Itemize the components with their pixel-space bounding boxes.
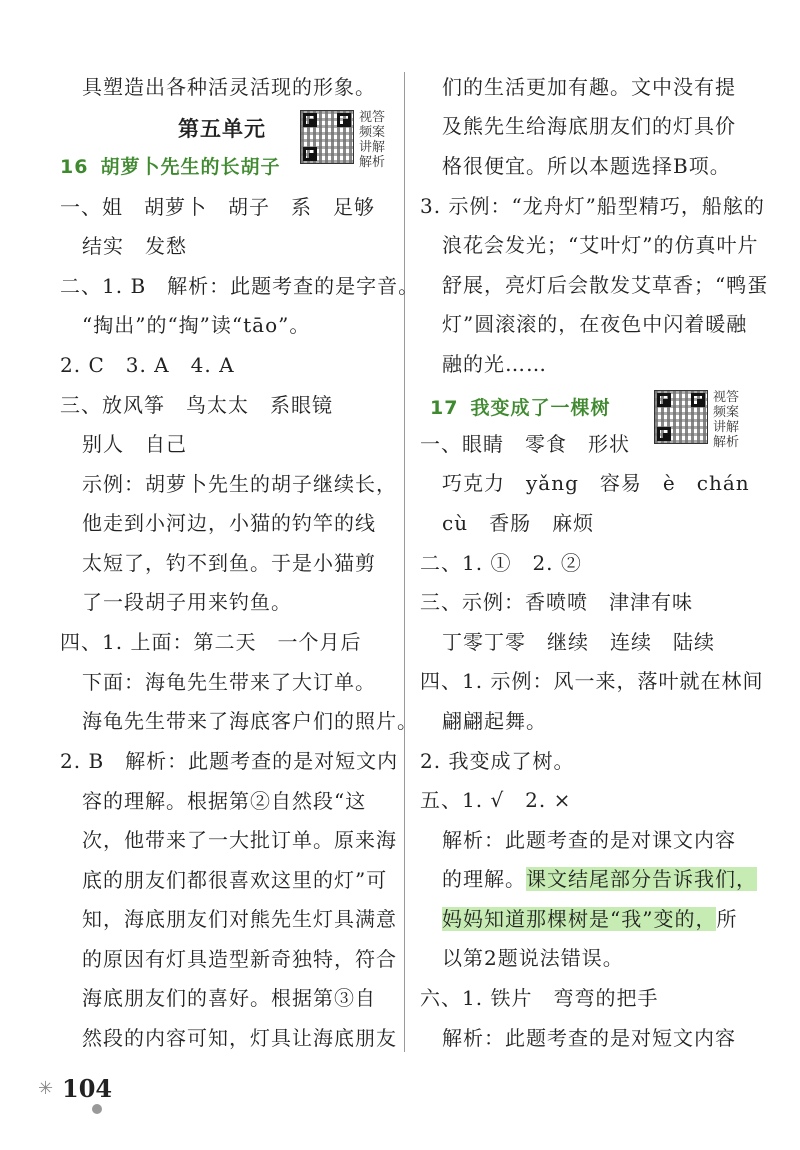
text-line: 示例：胡萝卜先生的胡子继续长， (82, 472, 397, 496)
text-line: 一、姐 胡萝卜 胡子 系 足够 (60, 195, 375, 219)
text-line: 二、1. B 解析：此题考查的是字音。 (60, 274, 420, 298)
text-span: 的理解。 (442, 867, 526, 891)
text-line: 巧克力 yǎng 容易 è chán (442, 471, 750, 495)
text-line: 三、示例：香喷喷 津津有味 (420, 590, 693, 614)
text-line: 融的光…… (442, 352, 547, 376)
highlighted-text: 妈妈知道那棵树是“我”变的， (442, 907, 717, 931)
text-line: 3. 示例：“龙舟灯”船型精巧，船舷的 (420, 194, 765, 218)
text-line: 下面：海龟先生带来了大订单。 (82, 670, 376, 694)
lesson-17-heading (430, 395, 610, 421)
qr-finder-icon (303, 113, 317, 127)
page-number: 104 (62, 1074, 113, 1103)
text-line: 次，他带来了一大批订单。原来海 (82, 828, 397, 852)
text-line: 2. 我变成了树。 (420, 749, 575, 773)
qr-code-icon[interactable] (300, 110, 354, 164)
text-line: 底的朋友们都很喜欢这里的灯”可 (82, 868, 388, 892)
text-line: 丁零丁零 继续 连续 陆续 (442, 630, 715, 654)
column-divider (404, 72, 405, 1052)
text-line: 六、1. 铁片 弯弯的把手 (420, 986, 659, 1010)
text-line: 灯”圆滚滚的，在夜色中闪着暖融 (442, 312, 748, 336)
text-line: 舒展，亮灯后会散发艾草香；“鸭蛋 (442, 273, 769, 297)
lesson-title: 我变成了一棵树 (470, 397, 611, 419)
text-line: 五、1. √ 2. × (420, 788, 572, 812)
text-line: 他走到小河边，小猫的钓竿的线 (82, 511, 376, 535)
text-line: 以第2题说法错误。 (442, 946, 624, 970)
text-line: 具塑造出各种活灵活现的形象。 (82, 75, 376, 99)
text-line: 海龟先生带来了海底客户们的照片。 (82, 709, 418, 733)
text-line (442, 906, 737, 932)
text-line: 二、1. ① 2. ② (420, 551, 582, 575)
text-line: 四、1. 示例：风一来，落叶就在林间 (420, 669, 764, 693)
text-line: 及熊先生给海底朋友们的灯具价 (442, 114, 736, 138)
text-line: “掏出”的“掏”读“tāo”。 (82, 313, 311, 337)
text-line: 结实 发愁 (82, 234, 187, 258)
dot-icon (92, 1104, 102, 1114)
qr-label: 视答 频案 讲解 解析 (712, 390, 739, 450)
text-line: 三、放风筝 鸟太太 系眼镜 (60, 393, 333, 417)
text-line: 的原因有灯具造型新奇独特，符合 (82, 947, 397, 971)
star-icon: ✳ (38, 1078, 54, 1099)
text-line: 然段的内容可知，灯具让海底朋友 (82, 1026, 397, 1050)
qr-finder-icon (337, 113, 351, 127)
text-line: 解析：此题考查的是对课文内容 (442, 828, 736, 852)
text-line: 2. C 3. A 4. A (60, 353, 235, 377)
text-line: 了一段胡子用来钓鱼。 (82, 590, 292, 614)
text-line: 别人 自己 (82, 432, 187, 456)
qr-finder-icon (657, 393, 671, 407)
text-line: 太短了，钓不到鱼。于是小猫剪 (82, 551, 376, 575)
lesson-number: 17 (430, 397, 459, 419)
text-line: 海底朋友们的喜好。根据第③自 (82, 986, 376, 1010)
lesson-title: 胡萝卜先生的长胡子 (100, 156, 281, 178)
highlighted-text: 课文结尾部分告诉我们， (526, 867, 757, 891)
text-line: 翩翩起舞。 (442, 709, 547, 733)
lesson-number: 16 (60, 156, 89, 178)
qr-finder-icon (691, 393, 705, 407)
text-line (442, 866, 757, 892)
text-line: 们的生活更加有趣。文中没有提 (442, 75, 736, 99)
qr-finder-icon (303, 147, 317, 161)
text-line: 格很便宜。所以本题选择B项。 (442, 154, 731, 178)
text-line: 知，海底朋友们对熊先生灯具满意 (82, 907, 397, 931)
text-line: 一、眼睛 零食 形状 (420, 432, 630, 456)
unit-title: 第五单元 (178, 116, 266, 141)
qr-finder-icon (657, 427, 671, 441)
qr-code-icon[interactable] (654, 390, 708, 444)
text-line: 容的理解。根据第②自然段“这 (82, 789, 367, 813)
text-line: cù 香肠 麻烦 (442, 511, 595, 535)
text-line: 解析：此题考查的是对短文内容 (442, 1026, 736, 1050)
text-span: 所 (716, 907, 738, 931)
lesson-16-heading (60, 154, 280, 180)
text-line: 四、1. 上面：第二天 一个月后 (60, 630, 362, 654)
qr-label: 视答 频案 讲解 解析 (358, 110, 385, 170)
text-line: 2. B 解析：此题考查的是对短文内 (60, 749, 399, 773)
text-line: 浪花会发光；“艾叶灯”的仿真叶片 (442, 233, 759, 257)
